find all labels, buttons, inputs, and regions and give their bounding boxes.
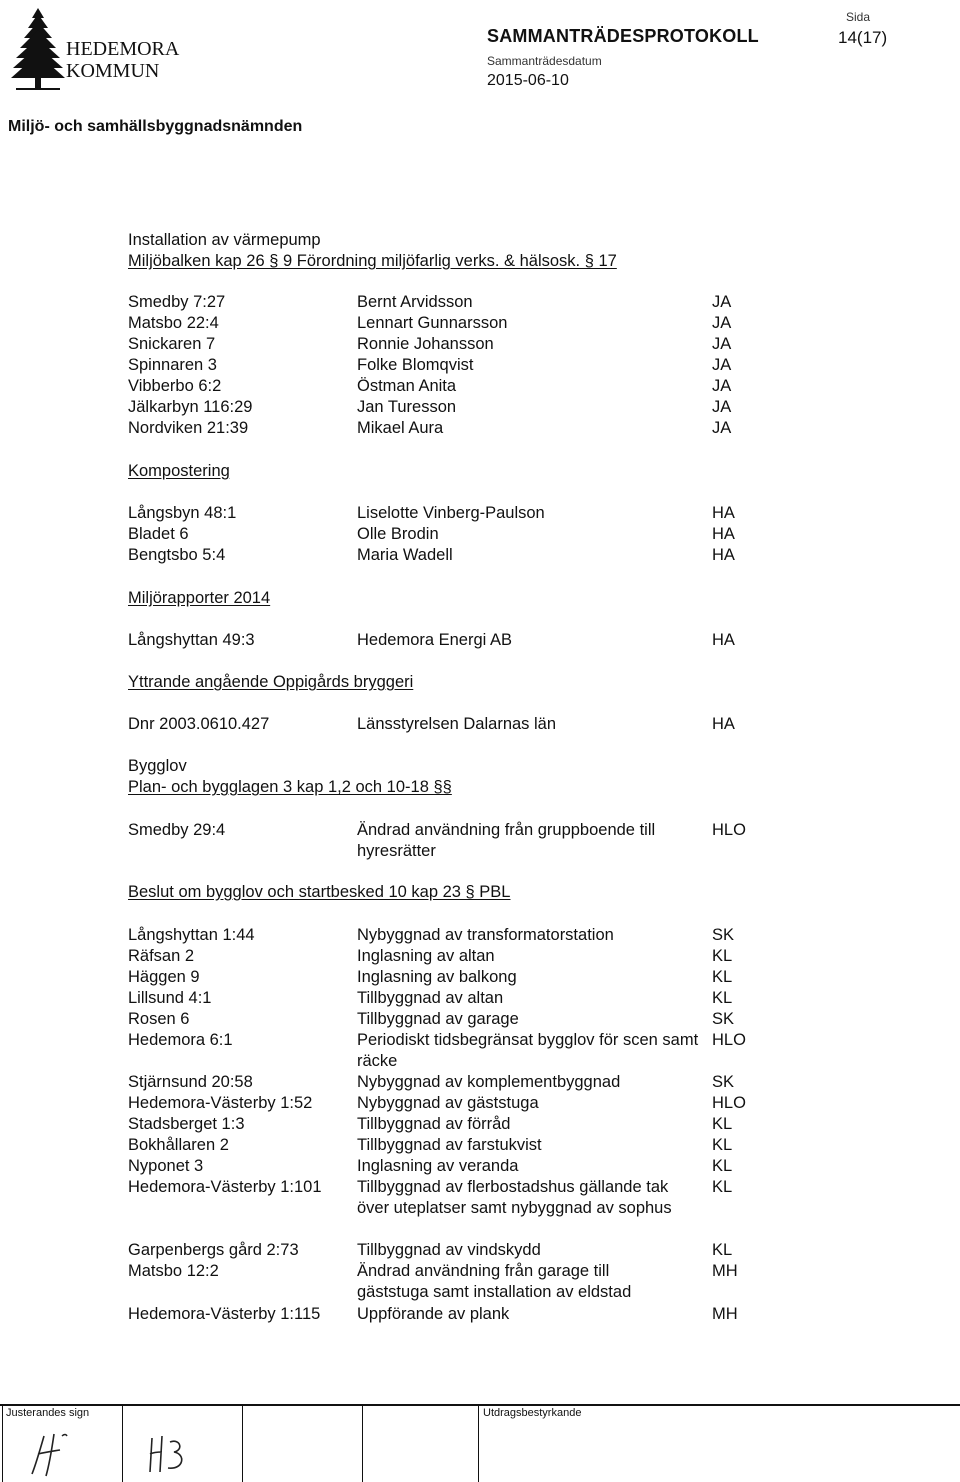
code-cell: JA <box>712 335 732 353</box>
name-cell: Folke Blomqvist <box>357 356 474 374</box>
code-cell: MH <box>712 1262 738 1280</box>
description-cell: Periodiskt tidsbegränsat bygglov för scen samt räcke <box>357 1031 699 1070</box>
extract-certification-label: Utdragsbestyrkande <box>483 1407 582 1419</box>
name-cell: Östman Anita <box>357 377 457 395</box>
property-cell: Smedby 29:4 <box>128 821 226 839</box>
code-cell: KL <box>712 947 733 965</box>
signature-box-border <box>2 1404 3 1482</box>
meeting-date: 2015-06-10 <box>487 72 569 89</box>
code-cell: HLO <box>712 1094 746 1112</box>
code-cell: JA <box>712 293 732 311</box>
justering-label: Justerandes sign <box>6 1407 90 1419</box>
property-cell: Snickaren 7 <box>128 335 216 353</box>
section-title: Yttrande angående Oppigårds bryggeri <box>128 673 414 691</box>
description-cell: Tillbyggnad av garage <box>357 1010 519 1028</box>
description-cell: Tillbyggnad av altan <box>357 989 504 1007</box>
page-number: 14(17) <box>838 28 888 47</box>
code-cell: KL <box>712 968 733 986</box>
code-cell: SK <box>712 926 735 944</box>
property-cell: Vibberbo 6:2 <box>128 377 222 395</box>
description-cell: Tillbyggnad av vindskydd <box>357 1241 541 1259</box>
name-cell: Jan Turesson <box>357 398 457 416</box>
name-cell: Olle Brodin <box>357 525 439 543</box>
description-cell: Ändrad användning från garage till gäststuga samt installation av eldstad <box>357 1262 632 1301</box>
section-law-reference: Plan- och bygglagen 3 kap 1,2 och 10-18 §§ <box>128 778 452 796</box>
property-cell: Matsbo 12:2 <box>128 1262 219 1280</box>
name-cell: Lennart Gunnarsson <box>357 314 508 332</box>
property-cell: Spinnaren 3 <box>128 356 217 374</box>
property-cell: Stadsberget 1:3 <box>128 1115 245 1133</box>
page-label: Sida <box>846 10 871 24</box>
code-cell: HA <box>712 525 735 543</box>
name-cell: Länsstyrelsen Dalarnas län <box>357 715 557 733</box>
property-cell: Långshyttan 1:44 <box>128 926 255 944</box>
description-cell: Nybyggnad av gäststuga <box>357 1094 539 1112</box>
property-cell: Bengtsbo 5:4 <box>128 546 226 564</box>
signature-initials-2 <box>140 1428 220 1478</box>
code-cell: HLO <box>712 821 746 839</box>
property-cell: Häggen 9 <box>128 968 200 986</box>
property-cell: Långshyttan 49:3 <box>128 631 255 649</box>
municipality-logo <box>8 4 208 96</box>
code-cell: JA <box>712 377 732 395</box>
name-cell: Liselotte Vinberg-Paulson <box>357 504 545 522</box>
section-law-reference: Miljöbalken kap 26 § 9 Förordning miljöfarlig verks. & hälsosk. § 17 <box>128 252 617 270</box>
description-cell: Tillbyggnad av flerbostadshus gällande tak över uteplatser samt nybyggnad av sophus <box>357 1178 672 1217</box>
property-cell: Rosen 6 <box>128 1010 190 1028</box>
code-cell: HA <box>712 504 735 522</box>
section-title: Installation av värmepump <box>128 231 321 249</box>
property-cell: Nyponet 3 <box>128 1157 204 1175</box>
property-cell: Garpenbergs gård 2:73 <box>128 1241 299 1259</box>
property-cell: Matsbo 22:4 <box>128 314 219 332</box>
description-cell: Inglasning av veranda <box>357 1157 519 1175</box>
description-cell: Inglasning av balkong <box>357 968 517 986</box>
footer-divider <box>0 1404 960 1406</box>
property-cell: Räfsan 2 <box>128 947 195 965</box>
property-cell: Bladet 6 <box>128 525 189 543</box>
property-cell: Jälkarbyn 116:29 <box>128 398 253 416</box>
property-cell: Hedemora-Västerby 1:101 <box>128 1178 322 1196</box>
description-cell: Nybyggnad av transformatorstation <box>357 926 614 944</box>
code-cell: KL <box>712 1241 733 1259</box>
description-cell: Nybyggnad av komplementbyggnad <box>357 1073 621 1091</box>
spruce-tree-icon <box>8 4 68 96</box>
description-cell: Uppförande av plank <box>357 1305 510 1323</box>
signature-box-border <box>122 1404 123 1482</box>
code-cell: HA <box>712 546 735 564</box>
description-cell: Ändrad användning från gruppboende till hyresrätter <box>357 821 656 860</box>
property-cell: Smedby 7:27 <box>128 293 226 311</box>
section-title: Miljörapporter 2014 <box>128 589 271 607</box>
signature-box-border <box>362 1404 363 1482</box>
code-cell: JA <box>712 398 732 416</box>
name-cell: Bernt Arvidsson <box>357 293 473 311</box>
code-cell: JA <box>712 419 732 437</box>
description-cell: Tillbyggnad av farstukvist <box>357 1136 542 1154</box>
description-cell: Tillbyggnad av förråd <box>357 1115 511 1133</box>
name-cell: Hedemora Energi AB <box>357 631 513 649</box>
code-cell: KL <box>712 1157 733 1175</box>
code-cell: JA <box>712 356 732 374</box>
date-label: Sammanträdesdatum <box>487 54 602 68</box>
property-cell: Hedemora-Västerby 1:115 <box>128 1305 321 1323</box>
property-cell: Hedemora-Västerby 1:52 <box>128 1094 313 1112</box>
section-title: Bygglov <box>128 757 187 775</box>
code-cell: SK <box>712 1010 735 1028</box>
code-cell: HLO <box>712 1031 746 1049</box>
name-cell: Maria Wadell <box>357 546 453 564</box>
property-cell: Hedemora 6:1 <box>128 1031 233 1049</box>
code-cell: HA <box>712 715 735 733</box>
signature-box-border <box>478 1404 479 1482</box>
code-cell: SK <box>712 1073 735 1091</box>
code-cell: KL <box>712 989 733 1007</box>
property-cell: Dnr 2003.0610.427 <box>128 715 270 733</box>
code-cell: MH <box>712 1305 738 1323</box>
code-cell: JA <box>712 314 732 332</box>
section-title: Beslut om bygglov och startbesked 10 kap 23 § PBL <box>128 883 511 901</box>
section-title: Kompostering <box>128 462 230 480</box>
property-cell: Lillsund 4:1 <box>128 989 212 1007</box>
property-cell: Nordviken 21:39 <box>128 419 249 437</box>
name-cell: Ronnie Johansson <box>357 335 494 353</box>
signature-box-border <box>242 1404 243 1482</box>
description-cell: Inglasning av altan <box>357 947 495 965</box>
document-title: SAMMANTRÄDESPROTOKOLL <box>487 26 759 46</box>
property-cell: Stjärnsund 20:58 <box>128 1073 253 1091</box>
property-cell: Långsbyn 48:1 <box>128 504 237 522</box>
code-cell: KL <box>712 1178 733 1196</box>
committee-name: Miljö- och samhällsbyggnadsnämnden <box>8 118 303 135</box>
code-cell: KL <box>712 1115 733 1133</box>
logo-line-1: HEDEMORA <box>66 38 180 60</box>
code-cell: KL <box>712 1136 733 1154</box>
name-cell: Mikael Aura <box>357 419 444 437</box>
signature-initials-1 <box>20 1424 110 1480</box>
logo-line-2: KOMMUN <box>66 60 160 82</box>
property-cell: Bokhållaren 2 <box>128 1136 229 1154</box>
code-cell: HA <box>712 631 735 649</box>
